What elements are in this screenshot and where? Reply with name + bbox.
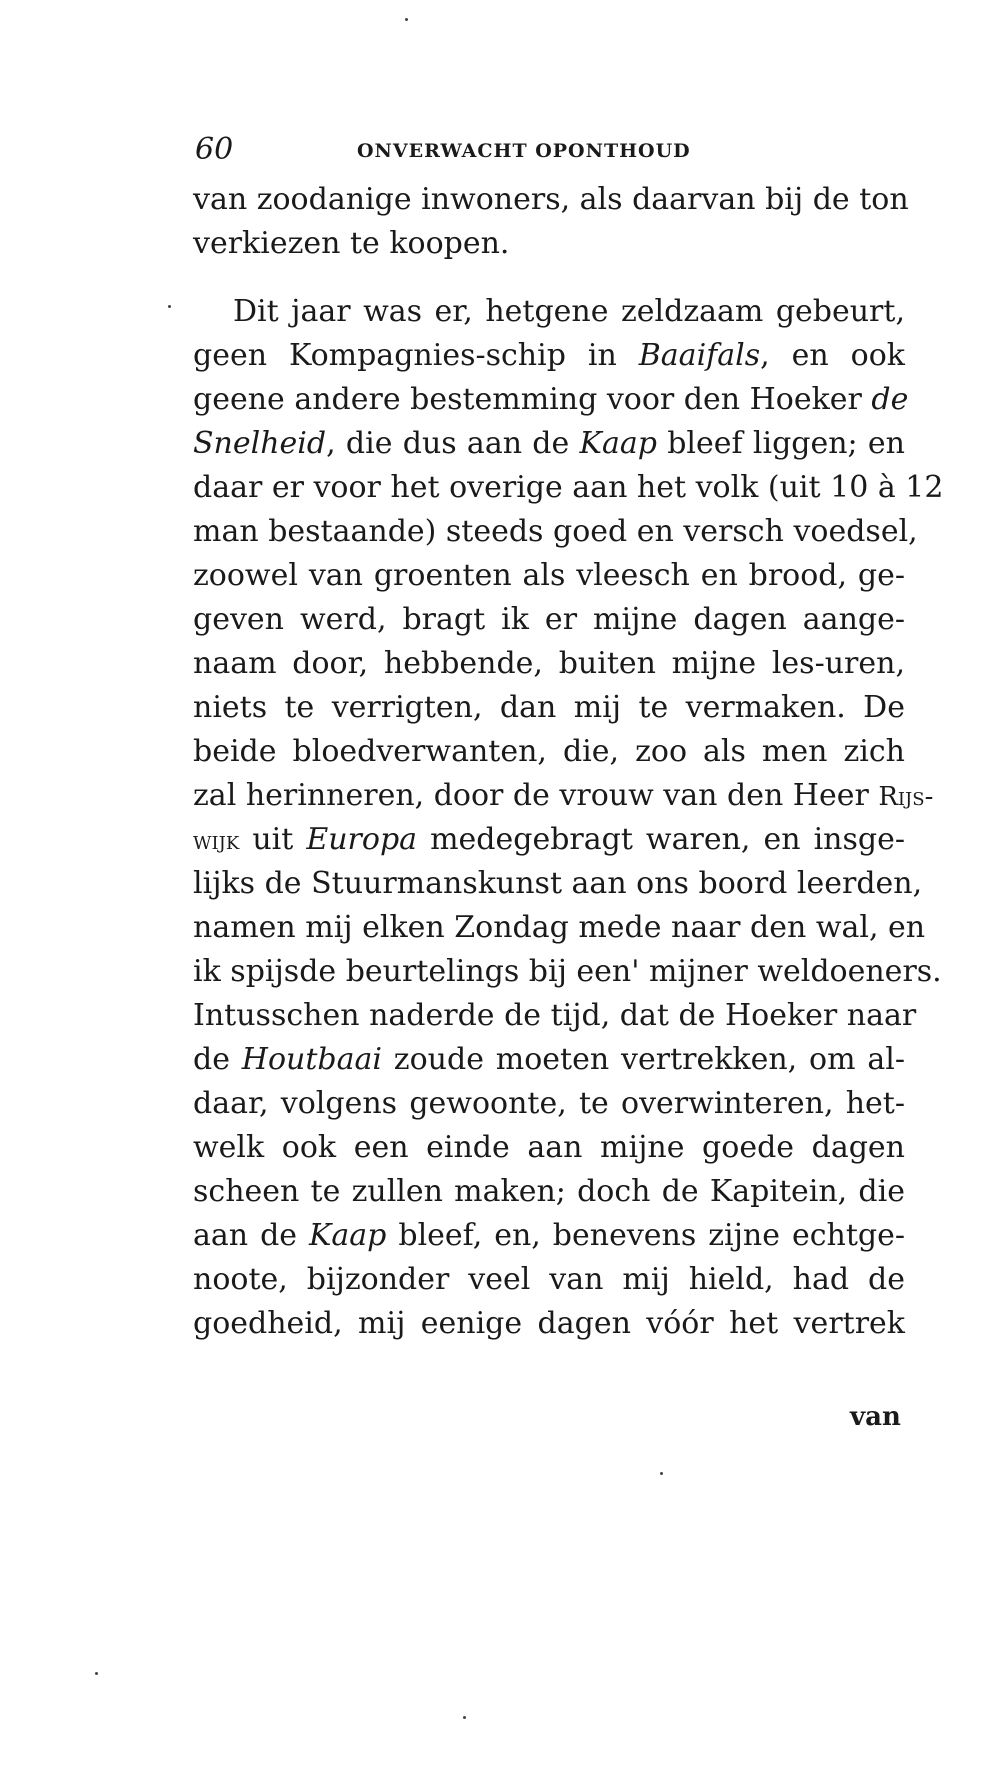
page-number: 60: [195, 132, 234, 167]
catchword: van: [850, 1402, 901, 1432]
paper-speck: [168, 305, 171, 308]
text-line: zoowel van groenten als vleesch en brood, ge-: [193, 558, 905, 593]
text-line: wijk uit Europa medegebragt waren, en insge-: [193, 822, 905, 857]
running-head: [195, 132, 915, 172]
place-name: Houtbaai: [241, 1042, 382, 1077]
person-name: wijk: [193, 826, 240, 856]
text-line: naam door, hebbende, buiten mijne les-uren,: [193, 646, 905, 681]
place-name: Kaap: [579, 426, 657, 461]
person-name: Rijs-: [878, 782, 934, 812]
text-line: geven werd, bragt ik er mijne dagen aange-: [193, 602, 905, 637]
text-line: van zoodanige inwoners, als daarvan bij de ton: [193, 182, 909, 217]
text-line: Intusschen naderde de tijd, dat de Hoeker naar: [193, 998, 917, 1033]
text-line: daar, volgens gewoonte, te overwinteren, het-: [193, 1086, 905, 1121]
ship-name: de: [871, 382, 909, 417]
text-line: de Houtbaai zoude moeten vertrekken, om al-: [193, 1042, 905, 1077]
text-line: ik spijsde beurtelings bij een' mijner weldoeners.: [193, 954, 942, 989]
paper-speck: [463, 1716, 466, 1719]
text-line: aan de Kaap bleef, en, benevens zijne echtge-: [193, 1218, 905, 1253]
text-line: beide bloedverwanten, die, zoo als men zich: [193, 734, 905, 769]
paper-speck: [405, 18, 408, 21]
text-line: namen mij elken Zondag mede naar den wal, en: [193, 910, 926, 945]
text-line: lijks de Stuurmanskunst aan ons boord leerden,: [193, 866, 923, 901]
text-line: man bestaande) steeds goed en versch voedsel,: [193, 514, 918, 549]
paper-speck: [660, 1472, 663, 1475]
paper-speck: [95, 1672, 98, 1675]
running-title: ONVERWACHT OPONTHOUD: [357, 140, 691, 162]
text-line: noote, bijzonder veel van mij hield, had de: [193, 1262, 905, 1297]
text-line: daar er voor het overige aan het volk (uit 10 à 12: [193, 470, 944, 505]
place-name: Baaifals: [638, 338, 761, 373]
ship-name: Snelheid: [193, 426, 327, 461]
text-line: niets te verrigten, dan mij te vermaken. De: [193, 690, 905, 725]
text-line: geene andere bestemming voor den Hoeker de: [193, 382, 909, 417]
text-line: zal herinneren, door de vrouw van den Heer Rijs-: [193, 778, 934, 813]
text-line: goedheid, mij eenige dagen vóór het vertrek: [193, 1306, 905, 1341]
text-line: geen Kompagnies-schip in Baaifals, en ook: [193, 338, 905, 373]
text-line: scheen te zullen maken; doch de Kapitein, die: [193, 1174, 905, 1209]
text-line: Snelheid, die dus aan de Kaap bleef liggen; en: [193, 426, 905, 461]
text-line: welk ook een einde aan mijne goede dagen: [193, 1130, 905, 1165]
text-line: verkiezen te koopen.: [193, 226, 510, 261]
text-line: Dit jaar was er, hetgene zeldzaam gebeurt,: [233, 294, 905, 329]
place-name: Europa: [306, 822, 418, 857]
place-name: Kaap: [309, 1218, 387, 1253]
